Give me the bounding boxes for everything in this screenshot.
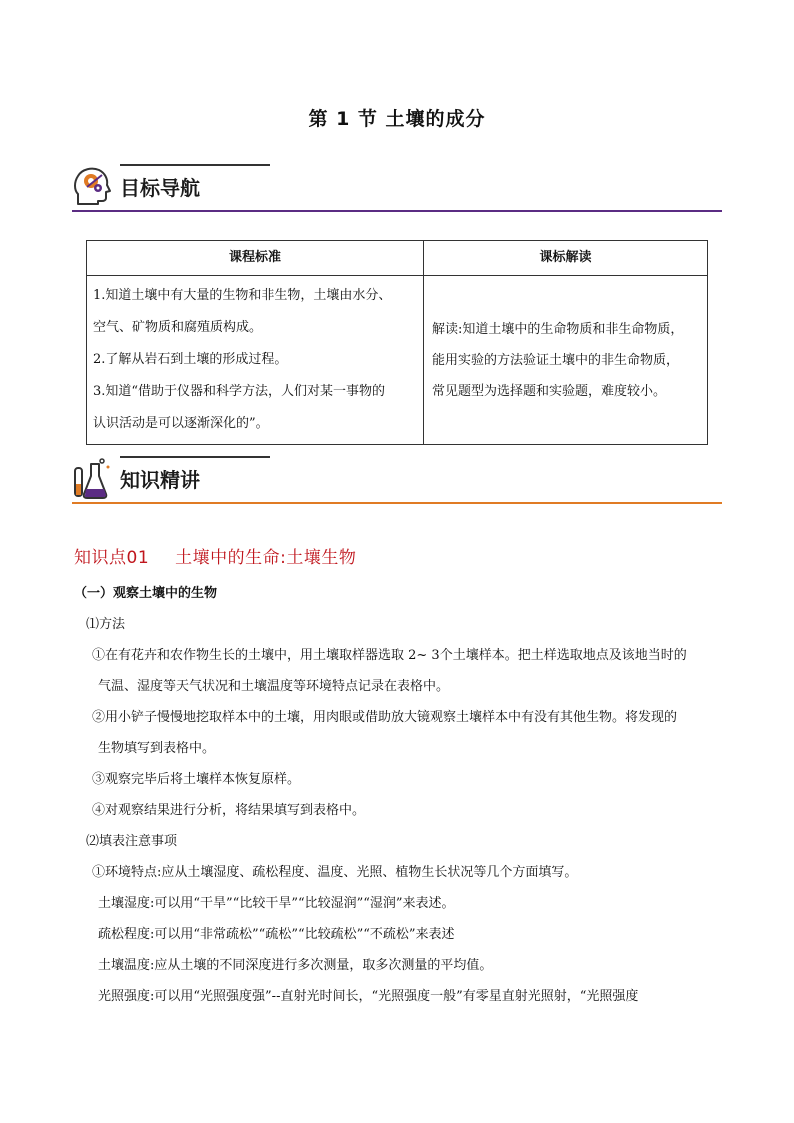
section-header-goals <box>72 164 722 212</box>
interpretation-line: 解读:知道土壤中的生命物质和非生命物质， <box>432 321 684 337</box>
table-header-standard: 课程标准 <box>87 241 424 276</box>
notes-line: ①环境特点:应从土壤湿度、疏松程度、温度、光照、植物生长状况等几个方面填写。 <box>92 865 578 880</box>
section-title-goals: 目标导航 <box>120 176 200 200</box>
section-rule-goals <box>72 210 722 212</box>
method-heading: ⑴方法 <box>86 617 126 632</box>
method-line: 生物填写到表格中。 <box>98 741 216 756</box>
section-title-knowledge: 知识精讲 <box>120 468 200 492</box>
lab-flask-icon <box>72 456 112 500</box>
interpretation-line: 常见题型为选择题和实验题，难度较小。 <box>432 383 667 399</box>
knowledge-point-title: 土壤中的生命:土壤生物 <box>175 548 357 568</box>
notes-line: 光照强度:可以用“光照强度强”--直射光时间长，“光照强度一般”有零星直射光照射，“光照强度 <box>98 989 639 1004</box>
header-accent-line <box>120 456 270 458</box>
course-standard-table <box>86 240 708 445</box>
subheading: （一）观察土壤中的生物 <box>74 586 218 601</box>
standard-line: 3.知道“借助于仪器和科学方法，人们对某一事物的 <box>93 384 386 399</box>
head-gears-icon <box>72 164 112 208</box>
method-line: ①在有花卉和农作物生长的土壤中，用土壤取样器选取 2~ 3个土壤样本。把土样选取地点及该地当时的 <box>92 648 687 663</box>
method-line: 气温、湿度等天气状况和土壤温度等环境特点记录在表格中。 <box>98 679 450 694</box>
method-line: ③观察完毕后将土壤样本恢复原样。 <box>92 772 301 787</box>
notes-line: 疏松程度:可以用“非常疏松”“疏松”“比较疏松”“不疏松”来表述 <box>98 927 455 942</box>
header-accent-line <box>120 164 270 166</box>
method-line: ④对观察结果进行分析，将结果填写到表格中。 <box>92 803 366 818</box>
standard-line: 认识活动是可以逐渐深化的”。 <box>93 416 269 431</box>
standard-line: 1.知道土壤中有大量的生物和非生物，土壤由水分、 <box>93 288 392 303</box>
table-row <box>87 276 708 445</box>
standard-line: 2.了解从岩石到土壤的形成过程。 <box>93 352 288 367</box>
section-rule-knowledge <box>72 502 722 504</box>
standards-cell <box>87 276 424 445</box>
notes-line: 土壤湿度:可以用“干旱”“比较干旱”“比较湿润”“湿润”来表述。 <box>98 896 455 911</box>
notes-heading: ⑵填表注意事项 <box>86 834 178 849</box>
interpretation-cell <box>424 276 708 445</box>
table-header-interpretation: 课标解读 <box>424 241 708 276</box>
knowledge-point-heading <box>74 543 356 568</box>
standard-line: 空气、矿物质和腐殖质构成。 <box>93 320 263 335</box>
interpretation-line: 能用实验的方法验证土壤中的非生命物质， <box>432 352 680 368</box>
page-title: 第 1 节 土壤的成分 <box>308 108 486 130</box>
notes-line: 土壤温度:应从土壤的不同深度进行多次测量，取多次测量的平均值。 <box>98 958 493 973</box>
method-line: ②用小铲子慢慢地挖取样本中的土壤，用肉眼或借助放大镜观察土壤样本中有没有其他生物。将发现的 <box>92 710 678 725</box>
knowledge-point-number: 知识点01 <box>74 548 150 568</box>
table-header-row <box>87 241 708 276</box>
section-header-knowledge <box>72 456 722 504</box>
body-content <box>74 578 734 1012</box>
